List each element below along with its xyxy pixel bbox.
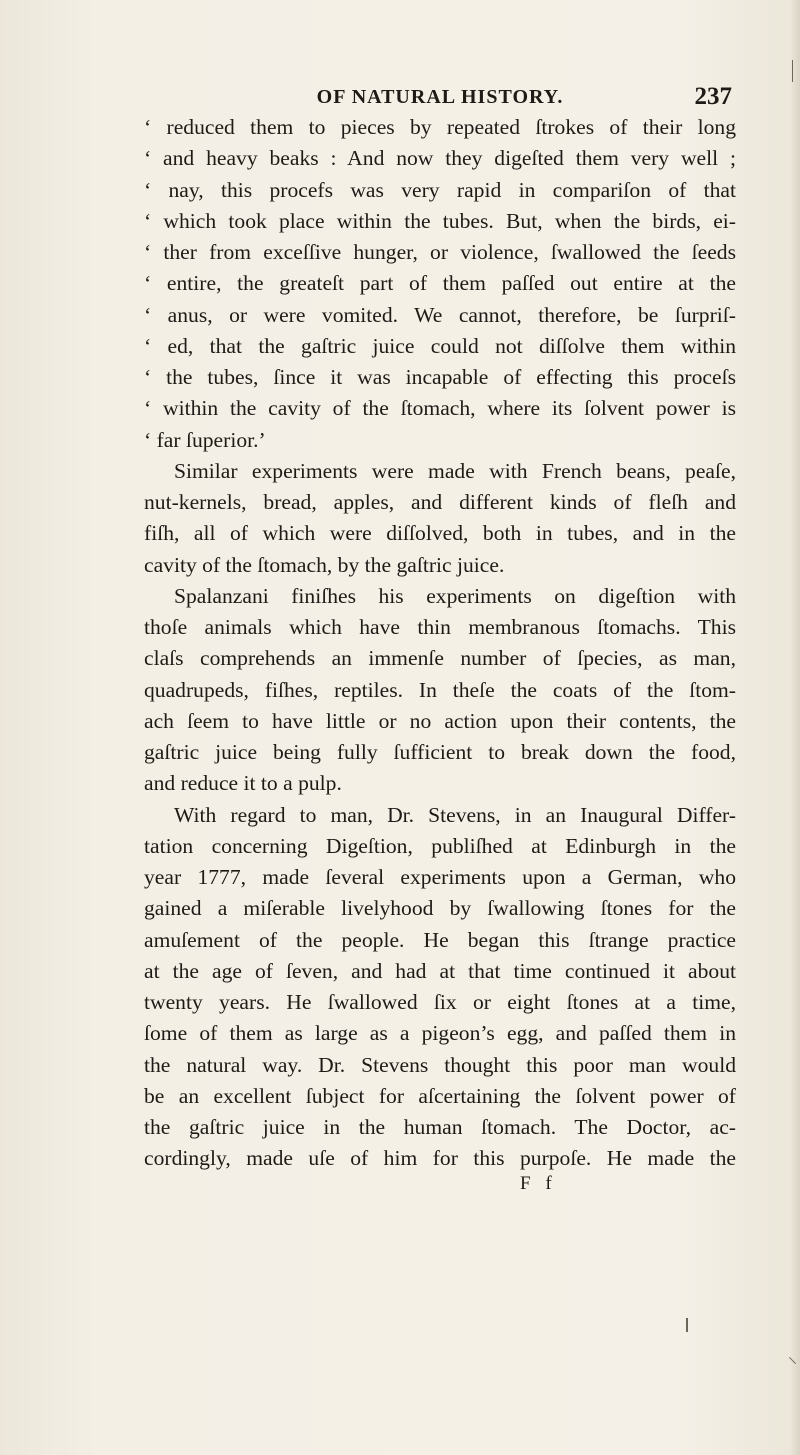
text-line: ‘ anus, or were vomited. We cannot, therefore, be ſurpriſ- (144, 302, 736, 327)
text-line: claſs comprehends an immenſe number of ſpecies, as man, (144, 646, 736, 671)
text-line: twenty years. He ſwallowed ſix or eight ſtones at a time, (144, 990, 736, 1014)
margin-mark (686, 1318, 688, 1332)
text-line: ‘ the tubes, ſince it was incapable of effecting this proceſs (144, 365, 736, 389)
page-edge-shadow (790, 0, 800, 1455)
text-line: nut-kernels, bread, apples, and different kinds of fleſh and (144, 490, 736, 514)
text-line: amuſement of the people. He began this ſtrange practice (144, 927, 736, 952)
text-line: ſome of them as large as a pigeon’s egg, and paſſed them in (144, 1021, 736, 1046)
text-line: ‘ within the cavity of the ſtomach, where its ſolvent power is (144, 396, 736, 421)
text-line: gaſtric juice being fully ſufficient to break down the food, (144, 740, 736, 764)
text-line: at the age of ſeven, and had at that time continued it about (144, 958, 736, 983)
margin-mark (792, 60, 793, 82)
body-text (144, 112, 736, 1175)
text-line: the gaſtric juice in the human ſtomach. The Doctor, ac- (144, 1115, 736, 1139)
text-line: thoſe animals which have thin membranous ſtomachs. This (144, 615, 736, 639)
text-line: ‘ reduced them to pieces by repeated ſtrokes of their long (144, 115, 736, 139)
signature-mark: F f (520, 1173, 557, 1194)
text-line: be an excellent ſubject for aſcertaining the ſolvent power of (144, 1083, 736, 1108)
text-line: cordingly, made uſe of him for this purpoſe. He made the (144, 1146, 736, 1171)
text-line: Spalanzani finiſhes his experiments on digeſtion with (174, 583, 736, 608)
running-head: OF NATURAL HISTORY. (316, 86, 564, 108)
text-line: ‘ entire, the greateſt part of them paſſed out entire at the (144, 271, 736, 296)
text-line: year 1777, made ſeveral experiments upon a German, who (144, 865, 736, 889)
text-line: ‘ far ſuperior.’ (144, 427, 266, 452)
text-line: tation concerning Digeſtion, publiſhed at Edinburgh in the (144, 833, 736, 858)
text-line: fiſh, all of which were diſſolved, both in tubes, and in the (144, 521, 736, 546)
text-line: and reduce it to a pulp. (144, 771, 342, 796)
page-header (150, 82, 730, 112)
text-line: With regard to man, Dr. Stevens, in an Inaugural Differ- (174, 802, 736, 827)
text-line: ‘ nay, this procefs was very rapid in compariſon of that (144, 177, 736, 202)
text-line: cavity of the ſtomach, by the gaſtric juice. (144, 552, 505, 577)
text-line: the natural way. Dr. Stevens thought this poor man would (144, 1052, 736, 1077)
text-line: ‘ which took place within the tubes. But, when the birds, ei- (144, 208, 736, 233)
text-line: gained a miſerable livelyhood by ſwallowing ſtones for the (144, 896, 736, 921)
page-number: 237 (694, 83, 732, 110)
text-line: ‘ ther from exceſſive hunger, or violence, ſwallowed the ſeeds (144, 240, 736, 264)
text-line: Similar experiments were made with French beans, peaſe, (174, 458, 736, 483)
text-line: ‘ and heavy beaks : And now they digeſted them very well ; (144, 146, 736, 171)
text-line: ‘ ed, that the gaſtric juice could not diſſolve them within (144, 333, 736, 358)
text-line: ach ſeem to have little or no action upon their contents, the (144, 708, 736, 733)
text-line: quadrupeds, fiſhes, reptiles. In theſe the coats of the ſtom- (144, 677, 736, 702)
